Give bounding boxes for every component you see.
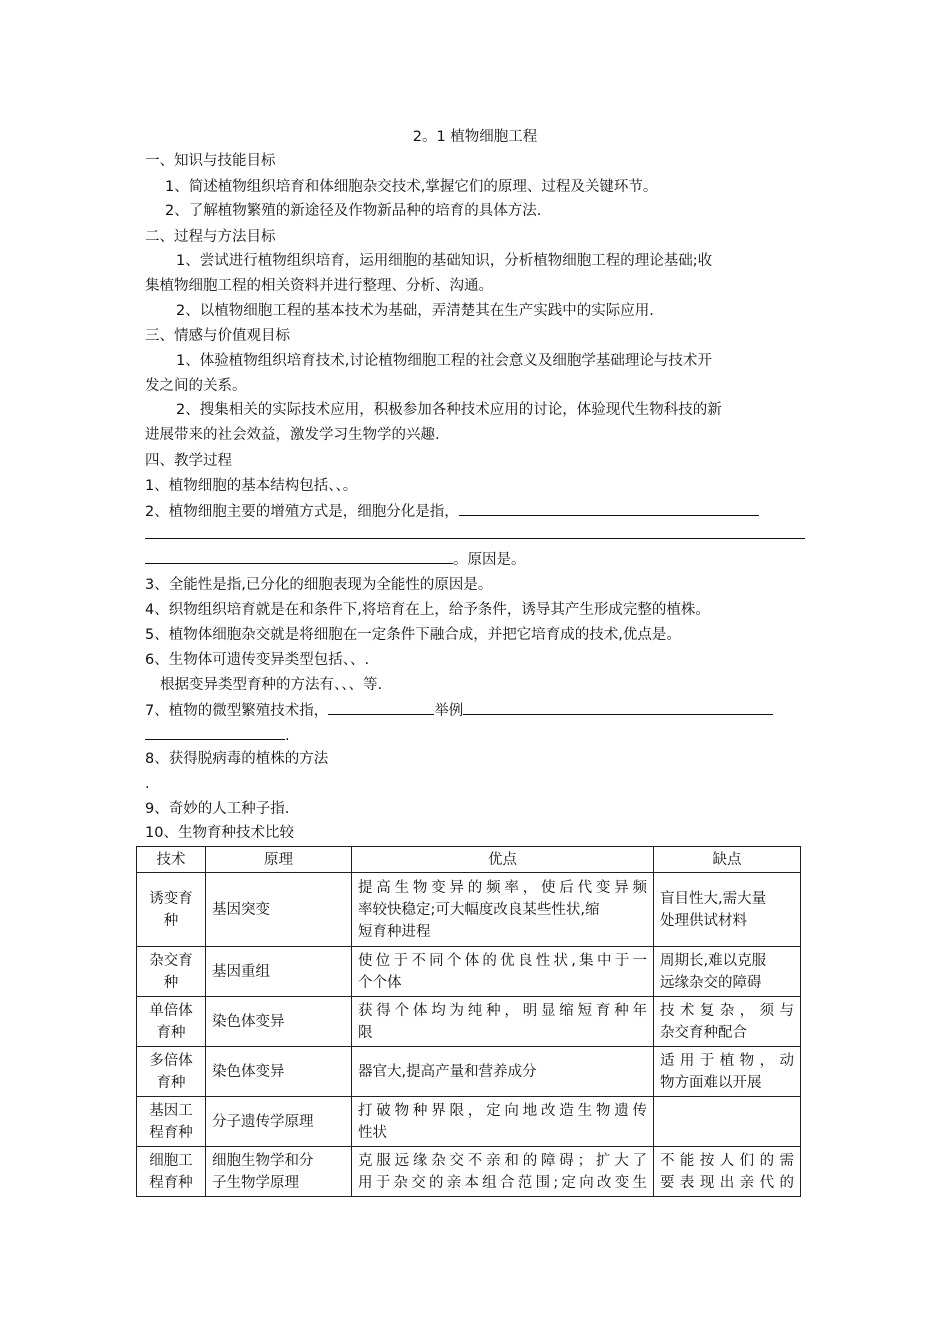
question: 8、获得脱病毒的植株的方法 [145,751,329,767]
cell-text-line: 子生物学原理 [212,1174,299,1191]
cell-text-line: 育种 [156,1024,186,1041]
cell-text-line: 短育种进程 [358,923,431,940]
principle-cell [206,873,352,947]
cell-text-line: 杂交育种配合 [660,1024,747,1041]
cell-text-line: 单倍体 [149,1002,193,1019]
tech-cell [137,873,206,947]
table-row [137,1097,801,1147]
question: 6、生物体可遗传变异类型包括、、. [145,652,370,668]
breeding-comparison-table [136,846,801,1197]
question-text: 2、植物细胞主要的增殖方式是，细胞分化是指， [145,504,459,520]
disadvantage-cell [654,1097,801,1147]
cell-text-line: 分子遗传学原理 [212,1113,314,1130]
tech-cell [137,1047,206,1097]
disadvantage-cell [654,997,801,1047]
answer-blank[interactable] [145,549,453,564]
advantage-cell [352,1097,654,1147]
cell-text-line: 获得个体均为纯种，明显缩短育种年 [358,1002,647,1019]
page-title: 2。1 植物细胞工程 [412,129,538,145]
answer-blank[interactable] [145,725,285,740]
cell-text-line: 使位于不同个体的优良性状,集中于一 [358,952,647,969]
cell-text-line: 适用于植物，动 [660,1052,794,1069]
paragraph: 2、了解植物繁殖的新途径及作物新品种的培育的具体方法. [165,203,542,219]
cell-text-line: 物方面难以开展 [660,1074,762,1091]
question [145,549,526,570]
cell-text-line: 个个体 [358,974,402,991]
cell-text-line: 处理供试材料 [660,912,747,929]
question-text: . [285,728,290,744]
principle-cell [206,1147,352,1197]
advantage-cell [352,1047,654,1097]
cell-text-line: 要表现出亲代的 [660,1174,794,1191]
paragraph: 1、体验植物组织培育技术,讨论植物细胞工程的社会意义及细胞学基础理论与技术开 [176,353,712,369]
cell-text-line: 杂交育 [149,952,193,969]
answer-line [145,524,805,545]
question [145,725,290,746]
cell-text-line: 染色体变异 [212,1013,285,1030]
cell-text-line: 细胞工 [149,1152,193,1169]
section-heading: 三、情感与价值观目标 [145,328,290,344]
header-cell: 技术 [137,847,206,873]
cell-text-line: 基因突变 [212,901,270,918]
principle-cell [206,1097,352,1147]
question-text: 7、植物的微型繁殖技术指， [145,703,329,719]
table-row [137,997,801,1047]
cell-text-line: 多倍体 [149,1052,193,1069]
advantage-cell [352,997,654,1047]
disadvantage-cell [654,947,801,997]
section-heading: 二、过程与方法目标 [145,229,276,245]
section-heading: 一、知识与技能目标 [145,153,276,169]
cell-text-line: 程育种 [149,1174,193,1191]
advantage-cell [352,947,654,997]
paragraph: 2、搜集相关的实际技术应用，积极参加各种技术应用的讨论，体验现代生物科技的新 [176,402,722,418]
cell-text-line: 性状 [358,1124,387,1141]
cell-text-line: 打破物种界限，定向地改造生物遗传 [358,1102,647,1119]
tech-cell [137,1097,206,1147]
cell-text-line: 克服远缘杂交不亲和的障碍；扩大了 [358,1152,647,1169]
question: 9、奇妙的人工种子指. [145,801,290,817]
disadvantage-cell [654,1147,801,1197]
header-cell: 缺点 [654,847,801,873]
disadvantage-cell [654,1047,801,1097]
table-header-row [137,847,801,873]
cell-text-line: 技术复杂，须与 [660,1002,794,1019]
tech-cell [137,947,206,997]
answer-blank[interactable] [328,700,434,715]
paragraph: 1、简述植物组织培育和体细胞杂交技术,掌握它们的原理、过程及关键环节。 [165,179,658,195]
principle-cell [206,1047,352,1097]
cell-text-line: 育种 [156,1074,186,1091]
header-cell: 优点 [352,847,654,873]
header-cell: 原理 [206,847,352,873]
question-dot: . [145,776,150,792]
question: 5、植物体细胞杂交就是将细胞在一定条件下融合成，并把它培育成的技术,优点是。 [145,627,681,643]
cell-text-line: 远缘杂交的障碍 [660,974,762,991]
answer-blank[interactable] [145,524,805,539]
question: 根据变异类型育种的方法有、、、等. [160,677,383,693]
table-row [137,1047,801,1097]
answer-blank[interactable] [459,501,759,516]
cell-text-line: 率较快稳定;可大幅度改良某些性状,缩 [358,901,600,918]
cell-text-line: 染色体变异 [212,1063,285,1080]
cell-text-line: 周期长,难以克服 [660,952,767,969]
tech-cell [137,1147,206,1197]
question: 10、生物育种技术比较 [145,825,294,841]
cell-text-line: 盲目性大,需大量 [660,890,767,907]
cell-text-line: 提高生物变异的频率，使后代变异频 [358,879,647,896]
table-row [137,1147,801,1197]
cell-text-line: 细胞生物学和分 [212,1152,314,1169]
paragraph: 进展带来的社会效益，激发学习生物学的兴趣. [145,427,440,443]
paragraph: 1、尝试进行植物组织培育，运用细胞的基础知识，分析植物细胞工程的理论基础;收 [176,253,713,269]
question-text: 举例 [434,703,464,719]
principle-cell [206,947,352,997]
question [145,700,773,721]
advantage-cell [352,1147,654,1197]
paragraph: 2、以植物细胞工程的基本技术为基础，弄清楚其在生产实践中的实际应用. [176,303,654,319]
section-heading: 四、教学过程 [145,453,232,469]
question: 4、织物组织培育就是在和条件下,将培育在上，给予条件，诱导其产生形成完整的植株。 [145,602,710,618]
cell-text-line: 器官大,提高产量和营养成分 [358,1063,537,1080]
cell-text-line: 用于杂交的亲本组合范围;定向改变生 [358,1174,647,1191]
table-row [137,947,801,997]
cell-text-line: 程育种 [149,1124,193,1141]
paragraph: 发之间的关系。 [145,378,247,394]
cell-text-line: 基因重组 [212,963,270,980]
cell-text-line: 诱变育 [149,890,193,907]
question [145,501,759,522]
tech-cell [137,997,206,1047]
cell-text-line: 不能按人们的需 [660,1152,794,1169]
cell-text-line: 种 [163,974,179,991]
advantage-cell [352,873,654,947]
question-text: 。原因是。 [453,552,526,568]
cell-text-line: 种 [163,912,179,929]
question: 3、全能性是指,已分化的细胞表现为全能性的原因是。 [145,577,493,593]
answer-blank[interactable] [463,700,773,715]
cell-text-line: 限 [358,1024,373,1041]
question: 1、植物细胞的基本结构包括、、。 [145,478,358,494]
paragraph: 集植物细胞工程的相关资料并进行整理、分析、沟通。 [145,278,493,294]
principle-cell [206,997,352,1047]
table-row [137,873,801,947]
cell-text-line: 基因工 [149,1102,193,1119]
disadvantage-cell [654,873,801,947]
